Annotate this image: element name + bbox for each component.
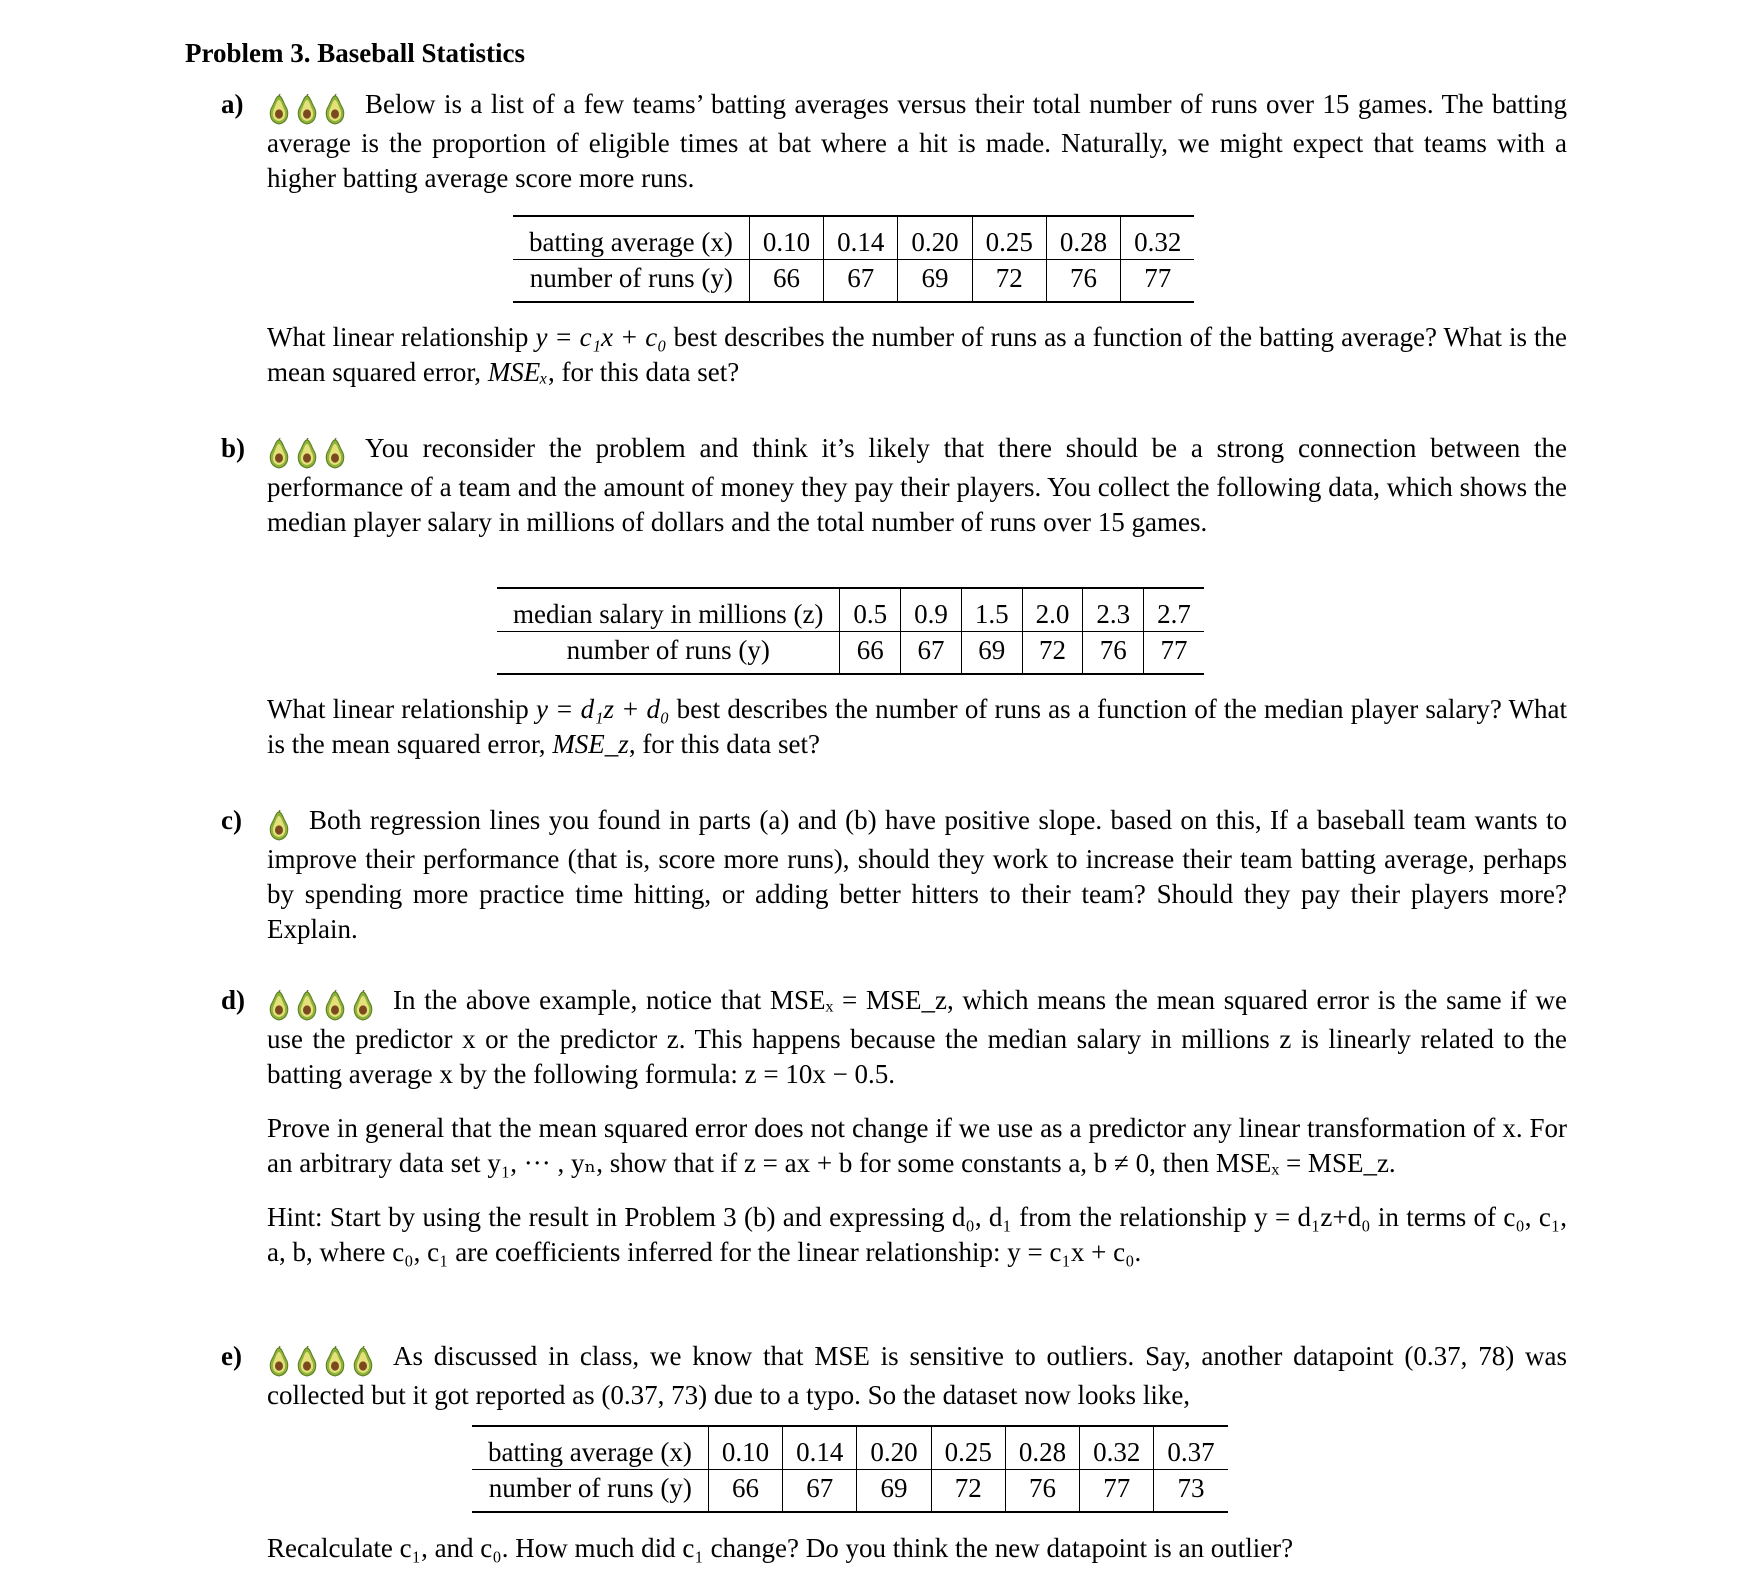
part-b-label: b) bbox=[221, 433, 246, 463]
part-e-question bbox=[267, 1531, 1567, 1566]
table-cell: 2.0 bbox=[1022, 588, 1083, 632]
avocado-icon bbox=[267, 810, 291, 842]
table-cell: 0.10 bbox=[708, 1426, 782, 1470]
difficulty-avocados bbox=[267, 806, 295, 842]
table-cell: 72 bbox=[931, 1470, 1005, 1513]
difficulty-avocados bbox=[267, 1342, 379, 1378]
table-cell: 72 bbox=[1022, 632, 1083, 675]
table-cell: 76 bbox=[1083, 632, 1144, 675]
table-cell: 77 bbox=[1080, 1470, 1154, 1513]
part-b bbox=[221, 431, 1567, 540]
part-e-q: Recalculate c₁, and c₀. How much did c₁ change? Do you think the new datapoint is an outlier? bbox=[267, 1533, 1294, 1563]
table-header: number of runs (y) bbox=[529, 263, 733, 293]
avocado-icon bbox=[267, 990, 291, 1022]
table-header: number of runs (y) bbox=[488, 1473, 692, 1503]
table-cell: 0.14 bbox=[783, 1426, 857, 1470]
table-cell: 0.20 bbox=[857, 1426, 931, 1470]
batting-table-e bbox=[472, 1425, 1228, 1513]
table-header: batting average (x) bbox=[513, 216, 749, 260]
table-cell: 0.25 bbox=[972, 216, 1046, 260]
avocado-icon bbox=[295, 1346, 319, 1378]
table-header: batting average (x) bbox=[472, 1426, 708, 1470]
equation: y = c₁x + c₀ bbox=[535, 322, 667, 352]
table-cell: 66 bbox=[708, 1470, 782, 1513]
table-cell: 2.3 bbox=[1083, 588, 1144, 632]
difficulty-avocados bbox=[267, 434, 351, 470]
problem-title: Problem 3. Baseball Statistics bbox=[185, 38, 525, 68]
part-c-text: Both regression lines you found in parts (a) and (b) have positive slope. based on this, If a baseball team wants to improve their performance (that is, score more runs), should they work to increase their team batting average, perhaps by spending more practice time hitting, or adding better hitters to their team? Should they pay their players more? Explain. bbox=[267, 805, 1567, 944]
table-cell: 0.5 bbox=[840, 588, 901, 632]
table-cell: 66 bbox=[840, 632, 901, 675]
table-cell: 0.28 bbox=[1005, 1426, 1079, 1470]
difficulty-avocados bbox=[267, 986, 379, 1022]
table-cell: 73 bbox=[1154, 1470, 1228, 1513]
table-cell: 69 bbox=[898, 260, 972, 303]
avocado-icon bbox=[267, 94, 291, 126]
table-cell: 77 bbox=[1144, 632, 1204, 675]
part-d-label: d) bbox=[221, 985, 246, 1015]
avocado-icon bbox=[267, 1346, 291, 1378]
text: , for this data set? bbox=[547, 357, 740, 387]
part-c bbox=[221, 803, 1567, 947]
difficulty-avocados bbox=[267, 90, 351, 126]
part-d-hint: Hint: Start by using the result in Problem 3 (b) and expressing d₀, d₁ from the relationship y = d₁z+d₀ in terms of c₀, c₁, a, b, where c₀, c₁ are coefficients inferred for the linear relationship: y = c₁x + c₀. bbox=[267, 1201, 1567, 1267]
part-c-label: c) bbox=[221, 805, 242, 835]
part-e-label: e) bbox=[221, 1341, 242, 1371]
avocado-icon bbox=[323, 1346, 347, 1378]
part-a-label: a) bbox=[221, 89, 244, 119]
avocado-icon bbox=[323, 990, 347, 1022]
mse-symbol: MSEₓ bbox=[487, 357, 548, 387]
table-cell: 67 bbox=[783, 1470, 857, 1513]
text: What linear relationship bbox=[267, 694, 536, 724]
avocado-icon bbox=[351, 990, 375, 1022]
table-header: number of runs (y) bbox=[566, 635, 770, 665]
table-cell: 0.28 bbox=[1046, 216, 1120, 260]
table-cell: 0.32 bbox=[1121, 216, 1195, 260]
avocado-icon bbox=[323, 94, 347, 126]
table-cell: 0.14 bbox=[824, 216, 898, 260]
avocado-icon bbox=[295, 990, 319, 1022]
part-e-intro: As discussed in class, we know that MSE is sensitive to outliers. Say, another datapoint (0.37, 78) was collected but it got reported as (0.37, 73) due to a typo. So the dataset now looks like, bbox=[267, 1341, 1567, 1410]
table-cell: 0.32 bbox=[1080, 1426, 1154, 1470]
table-cell: 77 bbox=[1121, 260, 1195, 303]
avocado-icon bbox=[295, 94, 319, 126]
part-a-question bbox=[267, 320, 1567, 390]
table-cell: 67 bbox=[901, 632, 962, 675]
part-d-p2: Prove in general that the mean squared error does not change if we use as a predictor any linear transformation of x. For an arbitrary data set y₁, ··· , yₙ, show that if z = ax + b for some constants a, b ≠ 0, then MSEₓ = MSE_z. bbox=[267, 1112, 1567, 1178]
table-cell: 0.20 bbox=[898, 216, 972, 260]
equation: y = d₁z + d₀ bbox=[535, 694, 670, 724]
part-e bbox=[221, 1339, 1567, 1413]
table-cell: 0.25 bbox=[931, 1426, 1005, 1470]
table-cell: 72 bbox=[972, 260, 1046, 303]
text: What linear relationship bbox=[267, 322, 536, 352]
part-a bbox=[221, 87, 1567, 196]
avocado-icon bbox=[351, 1346, 375, 1378]
mse-symbol: MSE_z bbox=[552, 729, 629, 759]
avocado-icon bbox=[267, 438, 291, 470]
table-cell: 0.9 bbox=[901, 588, 962, 632]
part-b-question bbox=[267, 692, 1567, 762]
table-cell: 69 bbox=[961, 632, 1022, 675]
table-cell: 66 bbox=[749, 260, 823, 303]
part-b-intro: You reconsider the problem and think it’s likely that there should be a strong connection between the performance of a team and the amount of money they pay their players. You collect the following data, which shows the median player salary in millions of dollars and the total number of runs over 15 games. bbox=[267, 433, 1567, 537]
salary-table-b bbox=[497, 587, 1204, 675]
part-d-p1: In the above example, notice that MSEₓ = MSE_z, which means the mean squared error is the same if we use the predictor x or the predictor z. This happens because the median salary in millions z is linearly related to the batting average x by the following formula: z = 10x − 0.5. bbox=[267, 985, 1567, 1089]
table-cell: 2.7 bbox=[1144, 588, 1204, 632]
text: best describes the number of runs as a function of the median player salary? What is the mean squared error, bbox=[267, 694, 1567, 759]
avocado-icon bbox=[295, 438, 319, 470]
table-cell: 76 bbox=[1046, 260, 1120, 303]
avocado-icon bbox=[323, 438, 347, 470]
table-cell: 67 bbox=[824, 260, 898, 303]
table-cell: 1.5 bbox=[961, 588, 1022, 632]
batting-table-a bbox=[513, 215, 1194, 303]
text: best describes the number of runs as a function of the batting average? What is the mean squared error, bbox=[267, 322, 1567, 387]
table-cell: 0.10 bbox=[749, 216, 823, 260]
text: , for this data set? bbox=[628, 729, 821, 759]
table-header: median salary in millions (z) bbox=[497, 588, 840, 632]
table-cell: 69 bbox=[857, 1470, 931, 1513]
part-a-intro: Below is a list of a few teams’ batting averages versus their total number of runs over 15 games. The batting average is the proportion of eligible times at bat where a hit is made. Naturally, we might expect that teams with a higher batting average score more runs. bbox=[267, 89, 1567, 193]
part-d bbox=[221, 983, 1567, 1270]
table-cell: 0.37 bbox=[1154, 1426, 1228, 1470]
table-cell: 76 bbox=[1005, 1470, 1079, 1513]
